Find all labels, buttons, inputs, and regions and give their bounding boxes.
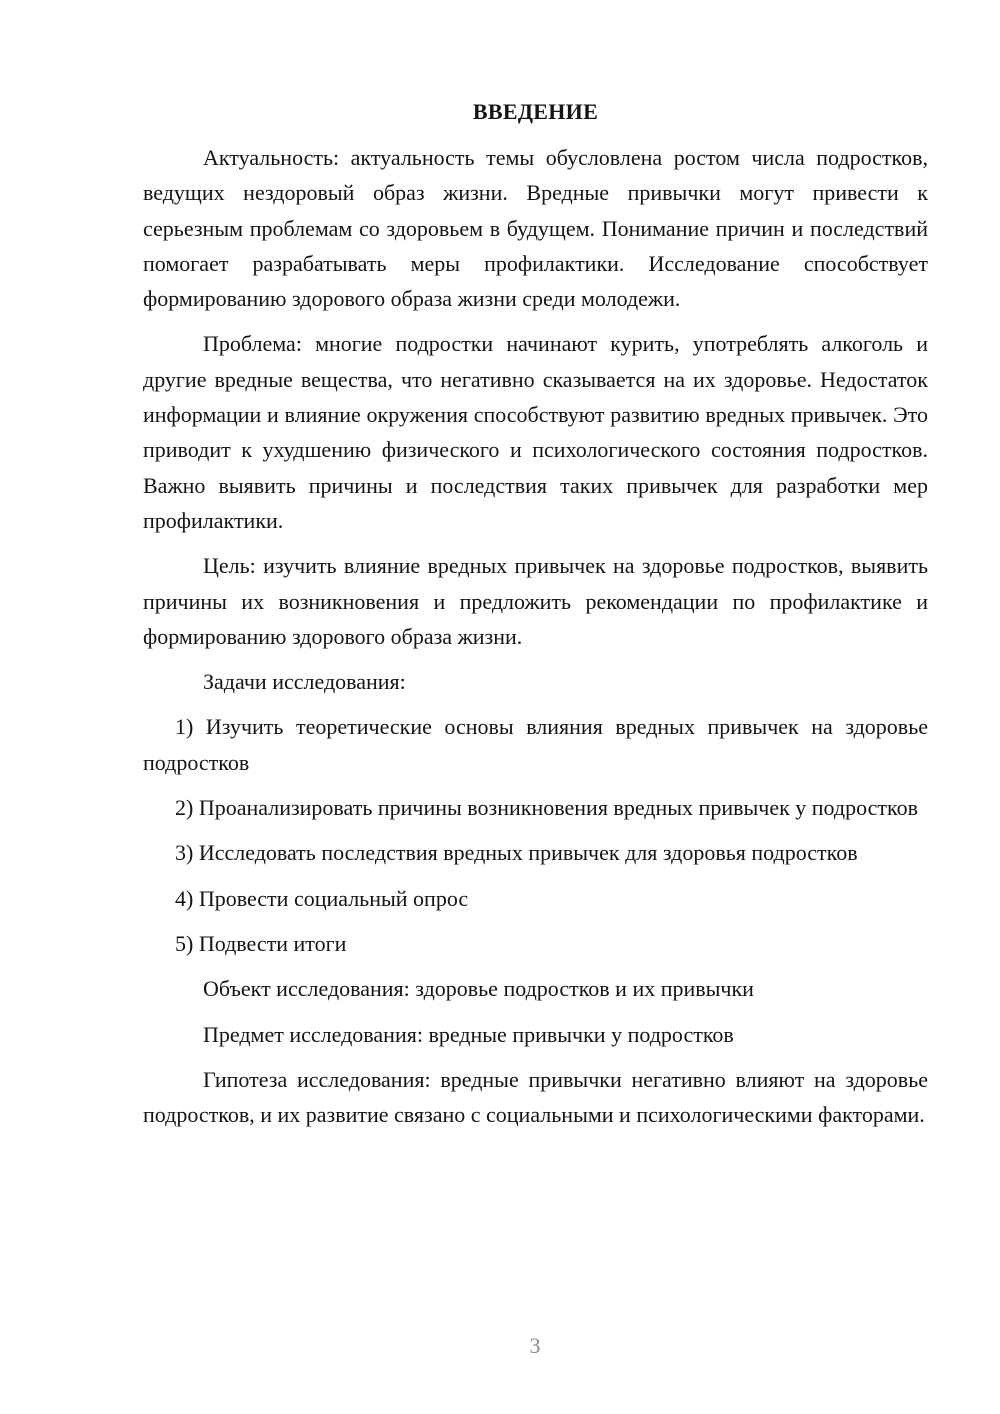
task-item-5: 5) Подвести итоги [175,930,347,956]
research-object: Объект исследования: здоровье подростков и их привычки [203,976,754,1002]
goal-paragraph: Цель: изучить влияние вредных привычек на здоровье подростков, выявить причины их возникновения и предложить рекомендации по профилактике и формированию здорового образа жизни. [143,553,928,649]
problem-paragraph: Проблема: многие подростки начинают курить, употреблять алкоголь и другие вредные вещества, что негативно сказывается на их здоровье. Недостаток информации и влияние окружения способствуют развитию вредных привычек. Это приводит к ухудшению физического и психологического состояния подростков. Важно выявить причины и последствия таких привычек для разработки мер профилактики. [143,331,928,533]
research-subject: Предмет исследования: вредные привычки у подростков [203,1021,734,1047]
page-content [143,94,928,1142]
relevance-paragraph: Актуальность: актуальность темы обусловлена ростом числа подростков, ведущих нездоровый образ жизни. Вредные привычки могут привести к серьезным проблемам со здоровьем в будущем. Понимание причин и последствий помогает разрабатывать меры профилактики. Исследование способствует формированию здорового образа жизни среди молодежи. [143,145,928,312]
task-item-4: 4) Провести социальный опрос [175,885,469,911]
page-number: 3 [529,1333,541,1358]
task-item-1: 1) Изучить теоретические основы влияния вредных привычек на здоровье подростков [143,714,928,775]
section-title: ВВЕДЕНИЕ [472,99,599,124]
task-item-2: 2) Проанализировать причины возникновения вредных привычек у подростков [175,795,918,821]
tasks-heading: Задачи исследования: [203,669,406,695]
task-item-3: 3) Исследовать последствия вредных привычек для здоровья подростков [175,840,858,866]
hypothesis-paragraph: Гипотеза исследования: вредные привычки негативно влияют на здоровье подростков, и их развитие связано с социальными и психологическими факторами. [143,1066,928,1128]
